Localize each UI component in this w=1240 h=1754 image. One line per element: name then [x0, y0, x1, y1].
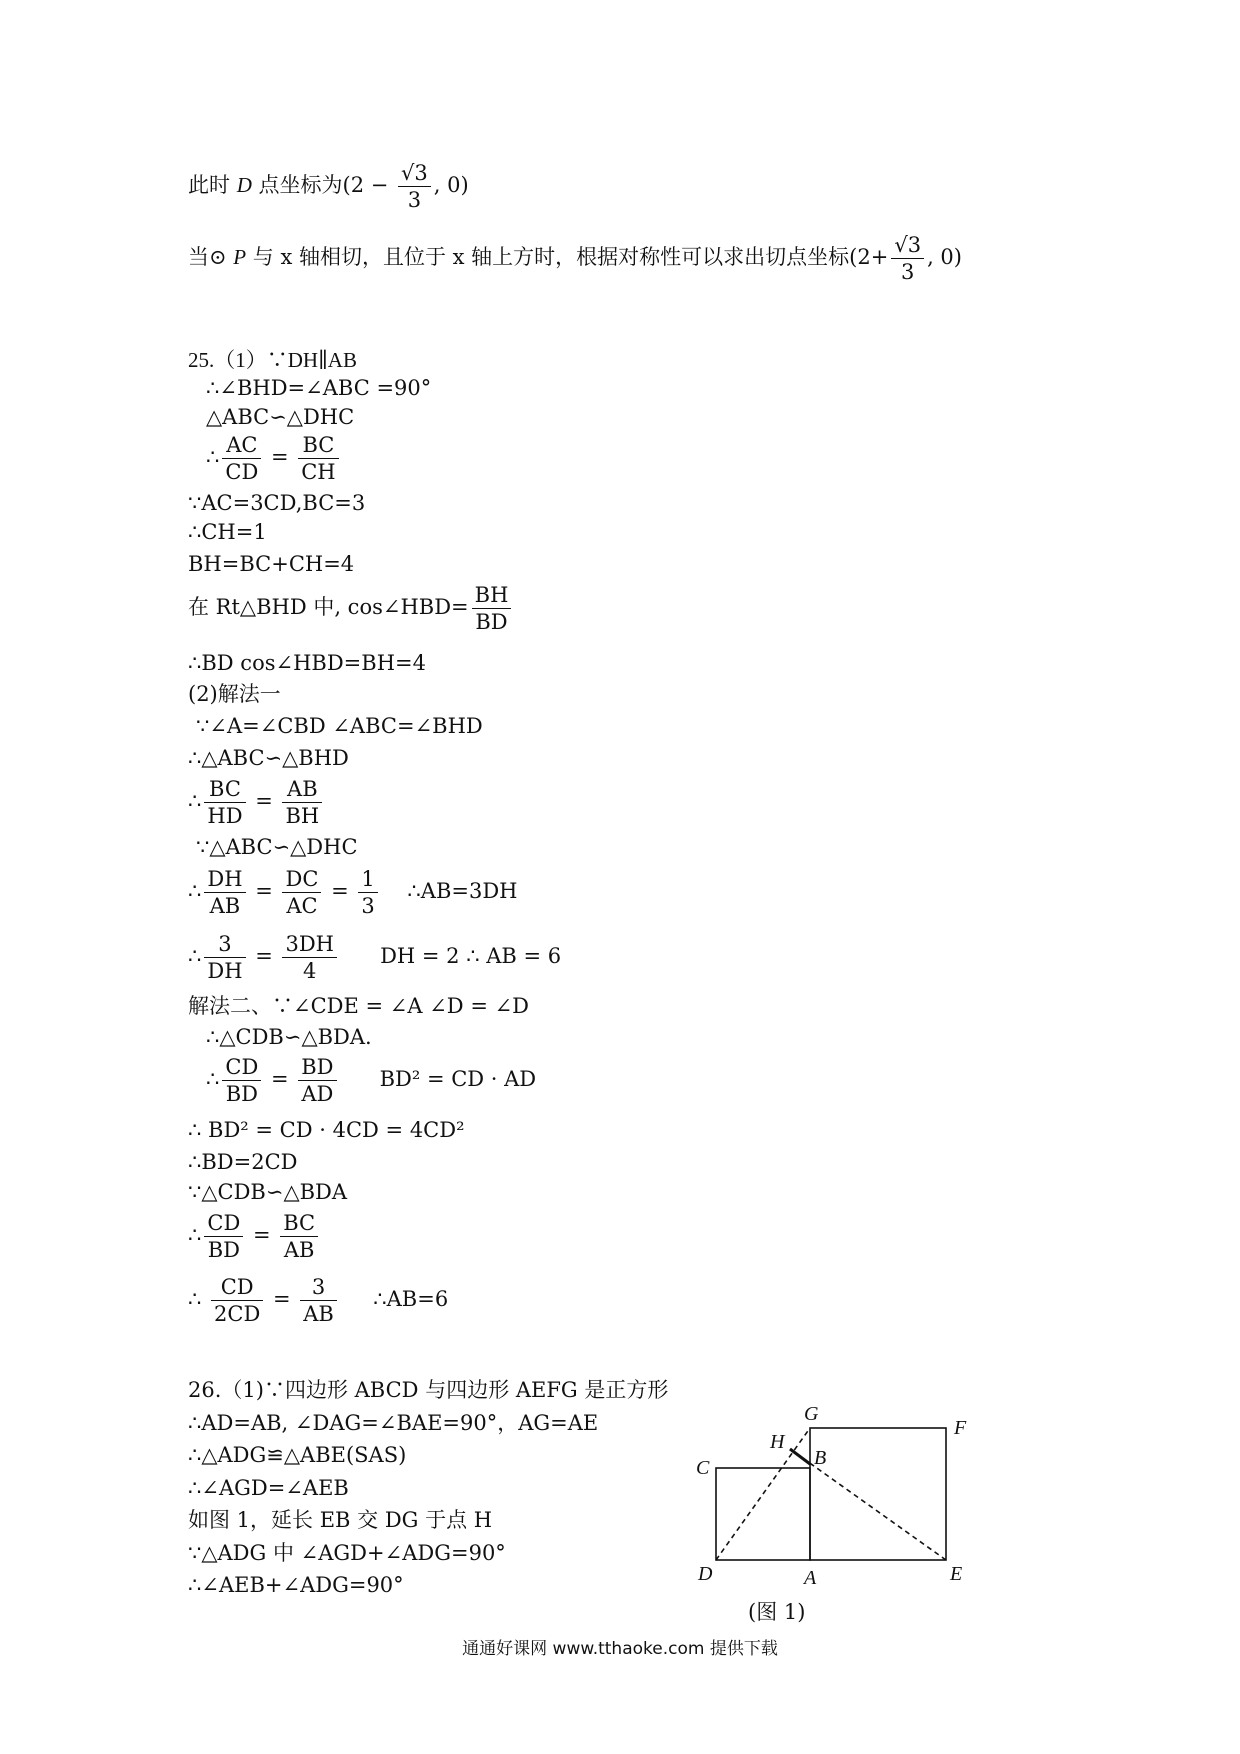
line-dg [716, 1428, 810, 1560]
q25-line-10: ∵∠A=∠CBD ∠ABC=∠BHD [196, 714, 483, 738]
label-b: B [814, 1447, 827, 1469]
segment-hb [790, 1449, 810, 1464]
square-abcd [716, 1468, 810, 1560]
q25-line-23: ∴ $\frac{CD}{2CD}$ = $\frac{3}{AB}$ ∴AB=6 [188, 1275, 449, 1326]
q26-line-6: ∵△ADG 中 ∠AGD+∠ADG=90° [188, 1541, 506, 1565]
q26-line-2: ∴AD=AB, ∠DAG=∠BAE=90°，AG=AE [188, 1411, 599, 1435]
q26-line-4: ∴∠AGD=∠AEB [188, 1476, 349, 1500]
q26-line-7: ∴∠AEB+∠ADG=90° [188, 1573, 404, 1597]
q25-line-9: (2)解法一 [188, 682, 281, 706]
q26-line-1: 26.（1)∵四边形 ABCD 与四边形 AEFG 是正方形 [188, 1378, 669, 1402]
q25-line-17: ∴△CDB∽△BDA. [206, 1025, 372, 1049]
q25-line-21: ∵△CDB∽△BDA [188, 1180, 348, 1204]
q26-line-5: 如图 1，延长 EB 交 DG 于点 H [188, 1508, 493, 1532]
q25-line-4: ∵AC=3CD,BC=3 [188, 491, 366, 515]
label-d: D [698, 1563, 713, 1585]
label-e: E [950, 1563, 963, 1585]
q25-line-15: ∴ $\frac{3}{DH}$ = $\frac{3DH}{4}$ DH = 2 ∴ AB = 6 [188, 932, 562, 983]
q25-line-1: ∴∠BHD=∠ABC =90° [206, 376, 432, 400]
q25-line-18: ∴ $\frac{CD}{BD}$ = $\frac{BD}{AD}$ BD² = CD · AD [206, 1055, 537, 1106]
q25-line-20: ∴BD=2CD [188, 1150, 298, 1174]
figure-1-diagram [686, 1394, 976, 1594]
q25-line-14: ∴ $\frac{DH}{AB}$ = $\frac{DC}{AC}$ = $\frac{1}{3}$ ∴AB=3DH [188, 867, 518, 918]
label-f: F [954, 1417, 967, 1439]
q26-line-3: ∴△ADG≌△ABE(SAS) [188, 1443, 407, 1467]
q25-line-11: ∴△ABC∽△BHD [188, 746, 349, 770]
label-c: C [696, 1457, 710, 1479]
footer: 通通好课网 www.tthaoke.com 提供下载 [462, 1639, 778, 1659]
q25-line-12: ∴ $\frac{BC}{HD}$ = $\frac{AB}{BH}$ [188, 776, 325, 829]
q25-line-22: ∴ $\frac{CD}{BD}$ = $\frac{BC}{AB}$ [188, 1210, 321, 1263]
q25-line-6: BH=BC+CH=4 [188, 552, 355, 576]
q25-line-19: ∴ BD² = CD · 4CD = 4CD² [188, 1118, 465, 1142]
q25-line-2: △ABC∽△DHC [206, 405, 355, 429]
square-aefg [810, 1428, 946, 1560]
label-g: G [804, 1403, 819, 1425]
coordinate-line-1: 此时 D 点坐标为(2 − $\frac{√3}{3}$ , 0) [188, 161, 469, 212]
label-h: H [770, 1431, 785, 1453]
coordinate-line-2: 当⊙ P 与 x 轴相切，且位于 x 轴上方时，根据对称性可以求出切点坐标(2+ $\frac{√3}{3}$ , 0) [188, 233, 962, 284]
q25-line-13: ∵△ABC∽△DHC [196, 835, 358, 859]
q25-line-16: 解法二、∵∠CDE = ∠A ∠D = ∠D [188, 994, 530, 1018]
figure-caption: (图 1) [748, 1600, 806, 1624]
label-a: A [804, 1567, 817, 1589]
q25-head: 25.（1）∵DH∥AB [188, 348, 357, 372]
q25-line-8: ∴BD cos∠HBD=BH=4 [188, 651, 426, 675]
q25-line-7: 在 Rt△BHD 中, cos∠HBD= $\frac{BH}{BD}$ [188, 582, 514, 635]
q25-line-5: ∴CH=1 [188, 520, 267, 544]
q25-line-3: ∴ $\frac{AC}{CD}$ = $\frac{BC}{CH}$ [206, 432, 342, 485]
